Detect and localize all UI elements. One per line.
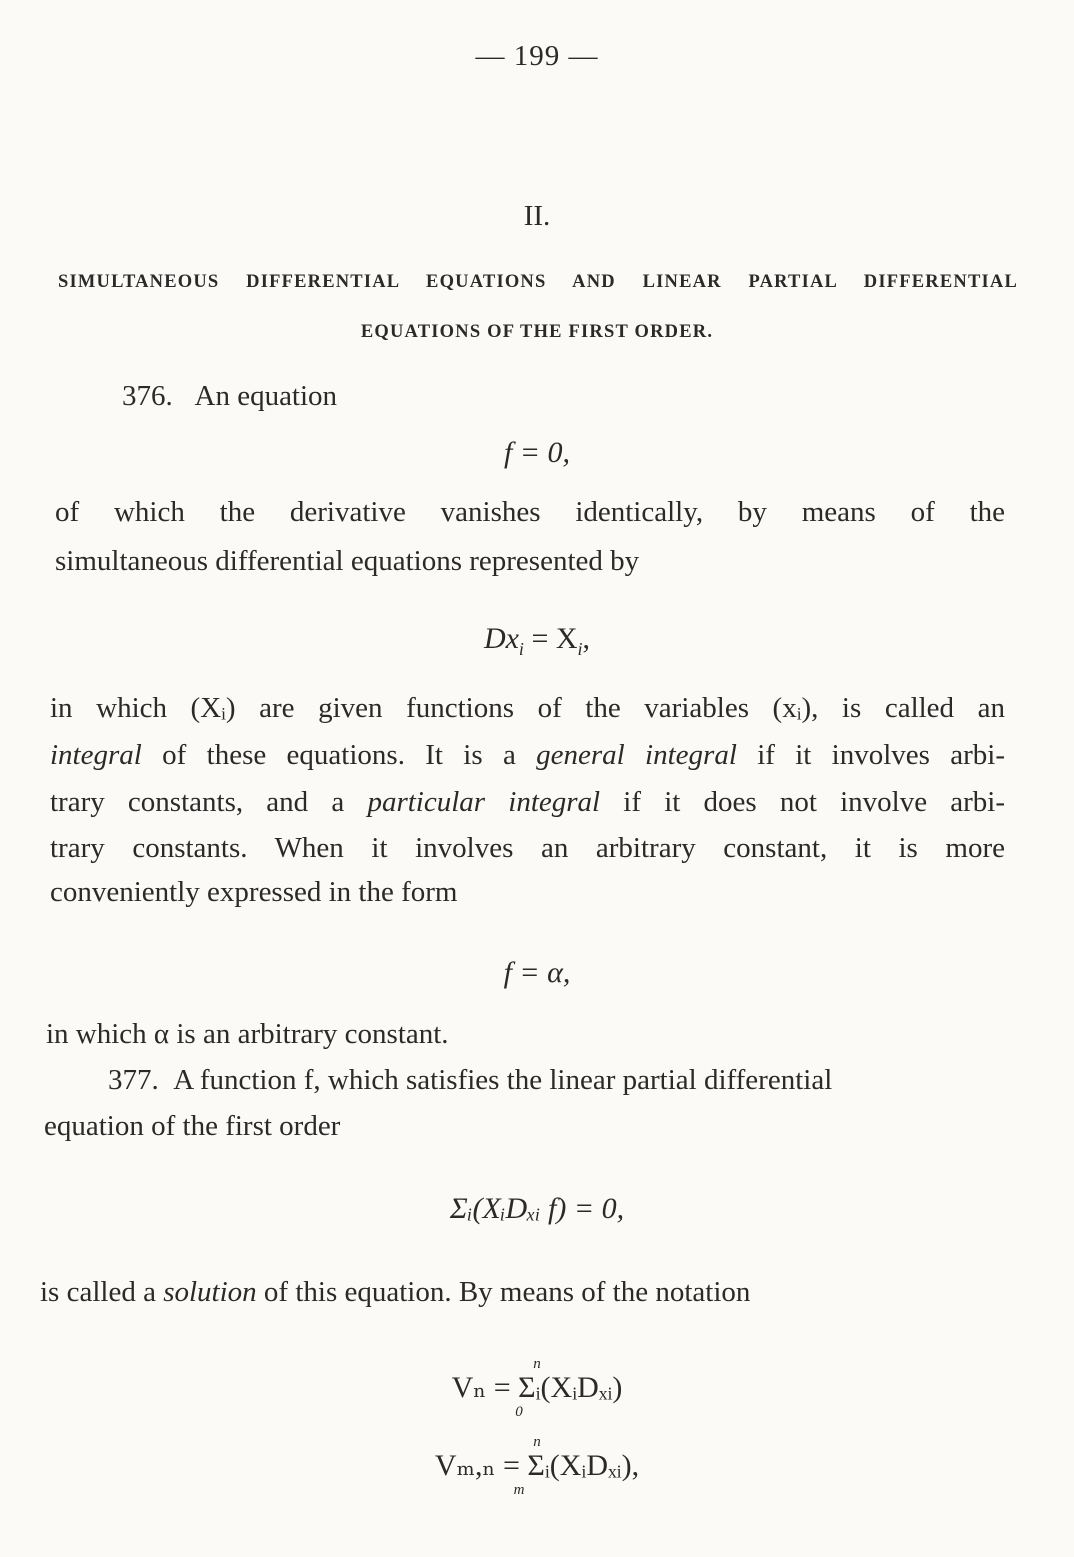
paragraph-line: conveniently expressed in the form	[50, 876, 458, 908]
equation-dx-equals-x: $Dx_i = X_i$,	[483, 622, 591, 659]
equation-v-n: n Vₙ = Σᵢ(XᵢDₓᵢ) 0	[0, 1370, 1074, 1405]
chapter-number: II.	[523, 200, 551, 232]
equation-f-equals-zero: f = 0,	[503, 436, 571, 469]
chapter-title-line-1: SIMULTANEOUS DIFFERENTIAL EQUATIONS AND LINEAR PARTIAL DIFFERENTIAL	[58, 272, 1018, 292]
section-377-heading	[108, 1064, 998, 1097]
paragraph-line: trary constants, and a particular integral if it does not involve arbi-	[50, 786, 1006, 818]
section-number: 376.	[122, 380, 173, 412]
running-head: — 199 —	[475, 40, 599, 72]
sum-lower-limit: m	[513, 1482, 525, 1498]
paragraph-line: integral of these equations. It is a general integral if it involves arbi-	[50, 739, 1006, 771]
sum-upper-limit: n	[533, 1434, 541, 1450]
section-intro: An equation	[194, 380, 338, 412]
section-376-heading	[122, 380, 337, 413]
paragraph-line: A function f, which satisfies the linear partial differential	[173, 1064, 833, 1096]
paragraph-line: in which α is an arbitrary constant.	[46, 1018, 449, 1050]
paragraph-line: of which the derivative vanishes identically, by means of the	[55, 496, 1005, 528]
paragraph-line: trary constants. When it involves an arbitrary constant, it is more	[50, 832, 1005, 864]
chapter-title-line-2: EQUATIONS OF THE FIRST ORDER.	[360, 322, 714, 342]
paragraph-line: in which (Xᵢ) are given functions of the variables (xᵢ), is called an	[50, 692, 1005, 724]
equation-f-equals-alpha: f = α,	[503, 956, 571, 989]
paragraph-line: is called a solution of this equation. By means of the notation	[40, 1276, 751, 1308]
sum-upper-limit: n	[533, 1356, 541, 1372]
equation-linear-pde: Σᵢ(XᵢDₓᵢ f) = 0,	[449, 1192, 625, 1225]
paragraph-line: simultaneous differential equations represented by	[55, 545, 640, 577]
paragraph-line: equation of the first order	[44, 1110, 341, 1142]
equation-v-mn: n Vₘ,ₙ = Σᵢ(XᵢDₓᵢ), m	[0, 1448, 1074, 1483]
section-number: 377.	[108, 1064, 159, 1096]
sum-lower-limit: 0	[515, 1404, 523, 1420]
